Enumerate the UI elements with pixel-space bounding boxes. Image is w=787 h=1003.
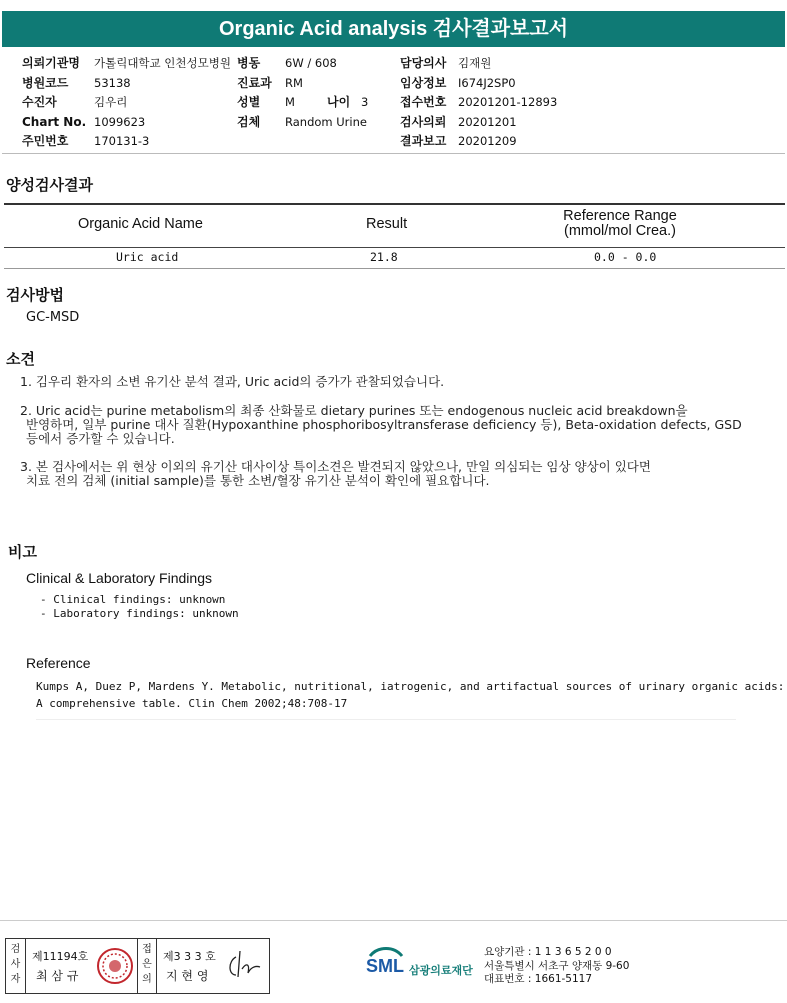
reference-title: Reference	[26, 655, 91, 671]
label-sex: 성별	[237, 95, 261, 109]
col-header-range-title: Reference Range	[563, 208, 677, 224]
col-header-name: Organic Acid Name	[78, 216, 203, 232]
header-middle	[237, 54, 407, 132]
label-clinical-info: 임상정보	[400, 75, 447, 90]
label-specimen: 검체	[237, 114, 261, 129]
label-ward: 병동	[237, 56, 261, 70]
value-doctor: 김재원	[458, 56, 492, 70]
label-chart-no: Chart No.	[22, 114, 87, 129]
report-title: Organic Acid analysis 검사결과보고서	[2, 11, 785, 47]
table-top-rule	[4, 203, 785, 205]
inspector-seal-icon	[96, 947, 134, 985]
value-chart-no: 1099623	[94, 114, 146, 129]
label-hospital: 의뢰기관명	[22, 56, 80, 70]
col-header-range	[540, 209, 700, 239]
remarks-section-title: 비고	[8, 543, 37, 561]
inspector-label	[6, 939, 26, 993]
approver-label-char: 은	[142, 959, 152, 970]
value-hospital-code: 53138	[94, 75, 131, 90]
org-info-phone: 대표번호 : 1661-5117	[484, 973, 593, 985]
org-info-institution-code: 요양기관 : 1 1 3 6 5 2 0 0	[484, 946, 612, 958]
label-age: 나이	[327, 95, 351, 109]
value-age: 3	[361, 95, 369, 109]
value-patient: 김우리	[94, 95, 128, 109]
finding-3-line-2: 치료 전의 검체 (initial sample)를 통한 소변/혈장 유기산 분석이 확인에 필요합니다.	[26, 473, 490, 488]
finding-2	[20, 404, 785, 446]
value-ward: 6W / 608	[285, 56, 337, 70]
header-left	[22, 54, 252, 152]
value-request-date: 20201201	[458, 114, 517, 129]
label-patient: 수진자	[22, 95, 57, 109]
table-bottom-rule	[4, 268, 785, 269]
finding-1	[20, 375, 785, 389]
header-divider	[2, 153, 785, 154]
findings-section-title: 소견	[6, 350, 35, 368]
inspector-name: 최 삼 규	[36, 969, 79, 983]
inspector-number: 제11194호	[32, 950, 89, 963]
value-hospital: 가톨릭대학교 인천성모병원	[94, 56, 231, 70]
reference-line-2: A comprehensive table. Clin Chem 2002;48:708-17	[36, 697, 348, 710]
clinical-finding-item: - Clinical findings: unknown	[40, 593, 226, 606]
row-range: 0.0 - 0.0	[594, 250, 657, 264]
finding-1-line-1: 1. 김우리 환자의 소변 유기산 분석 결과, Uric acid의 증가가 관찰되었습니다.	[20, 374, 445, 389]
table-header-rule	[4, 247, 785, 248]
col-header-result: Result	[366, 216, 408, 232]
signature-box	[5, 938, 270, 994]
inspector-label-char: 검	[10, 944, 21, 955]
approver-label-char: 의	[142, 974, 152, 985]
label-doctor: 담당의사	[400, 56, 447, 70]
org-info	[484, 946, 629, 987]
approver-name: 지 현 영	[166, 969, 209, 983]
reference-divider	[36, 719, 736, 720]
reference-line-1: Kumps A, Duez P, Mardens Y. Metabolic, nutritional, iatrogenic, and artifactual sources of urinary organic acids:	[36, 680, 785, 693]
approver-number: 제3 3 3 호	[163, 950, 216, 963]
finding-2-line-2: 반영하며, 일부 purine 대사 질환(Hypoxanthine phosphoribosyltransferase deficiency 등), Beta-oxidation defects, GSD	[26, 417, 742, 432]
label-department: 진료과	[237, 75, 272, 90]
method-section-title: 검사방법	[6, 286, 64, 304]
label-report-date: 결과보고	[400, 134, 447, 148]
label-resident-no: 주민번호	[22, 134, 69, 148]
reference-text	[36, 678, 784, 712]
value-department: RM	[285, 75, 303, 90]
footer-divider	[0, 920, 787, 921]
org-name: 삼광의료재단	[409, 964, 473, 977]
finding-3-line-1: 3. 본 검사에서는 위 현상 이외의 유기산 대사이상 특이소견은 발견되지 않았으나, 만일 의심되는 임상 양상이 있다면	[20, 459, 651, 474]
col-header-range-unit: (mmol/mol Crea.)	[564, 223, 676, 239]
clinical-findings-list	[40, 593, 239, 621]
row-result: 21.8	[370, 250, 398, 264]
inspector-label-char: 자	[10, 974, 21, 985]
inspector-label-char: 사	[10, 959, 21, 970]
approver-label-char: 접	[142, 944, 152, 955]
signature-icon	[224, 945, 266, 985]
label-receipt-no: 접수번호	[400, 95, 447, 109]
value-resident-no: 170131-3	[94, 134, 150, 148]
header-right	[400, 54, 600, 152]
value-report-date: 20201209	[458, 134, 517, 148]
laboratory-finding-item: - Laboratory findings: unknown	[40, 607, 239, 620]
method-value: GC-MSD	[26, 310, 80, 325]
finding-2-line-1: 2. Uric acid는 purine metabolism의 최종 산화물로 dietary purines 또는 endogenous nucleic acid breakdown을	[20, 403, 688, 418]
value-clinical-info: I674J2SP0	[458, 75, 516, 90]
row-name: Uric acid	[116, 250, 179, 264]
label-request-date: 검사의뢰	[400, 114, 447, 129]
value-receipt-no: 20201201-12893	[458, 95, 558, 109]
finding-3	[20, 460, 785, 488]
value-sex: M	[285, 95, 295, 109]
org-info-address: 서울특별시 서초구 양재동 9-60	[484, 959, 630, 972]
clinical-findings-title: Clinical & Laboratory Findings	[26, 570, 212, 586]
finding-2-line-3: 등에서 증가할 수 있습니다.	[26, 431, 175, 446]
label-hospital-code: 병원코드	[22, 75, 69, 90]
approver-label	[137, 939, 157, 993]
sml-logo-text: SML	[366, 956, 404, 976]
value-specimen: Random Urine	[285, 114, 367, 129]
positive-section-title: 양성검사결과	[6, 176, 93, 194]
